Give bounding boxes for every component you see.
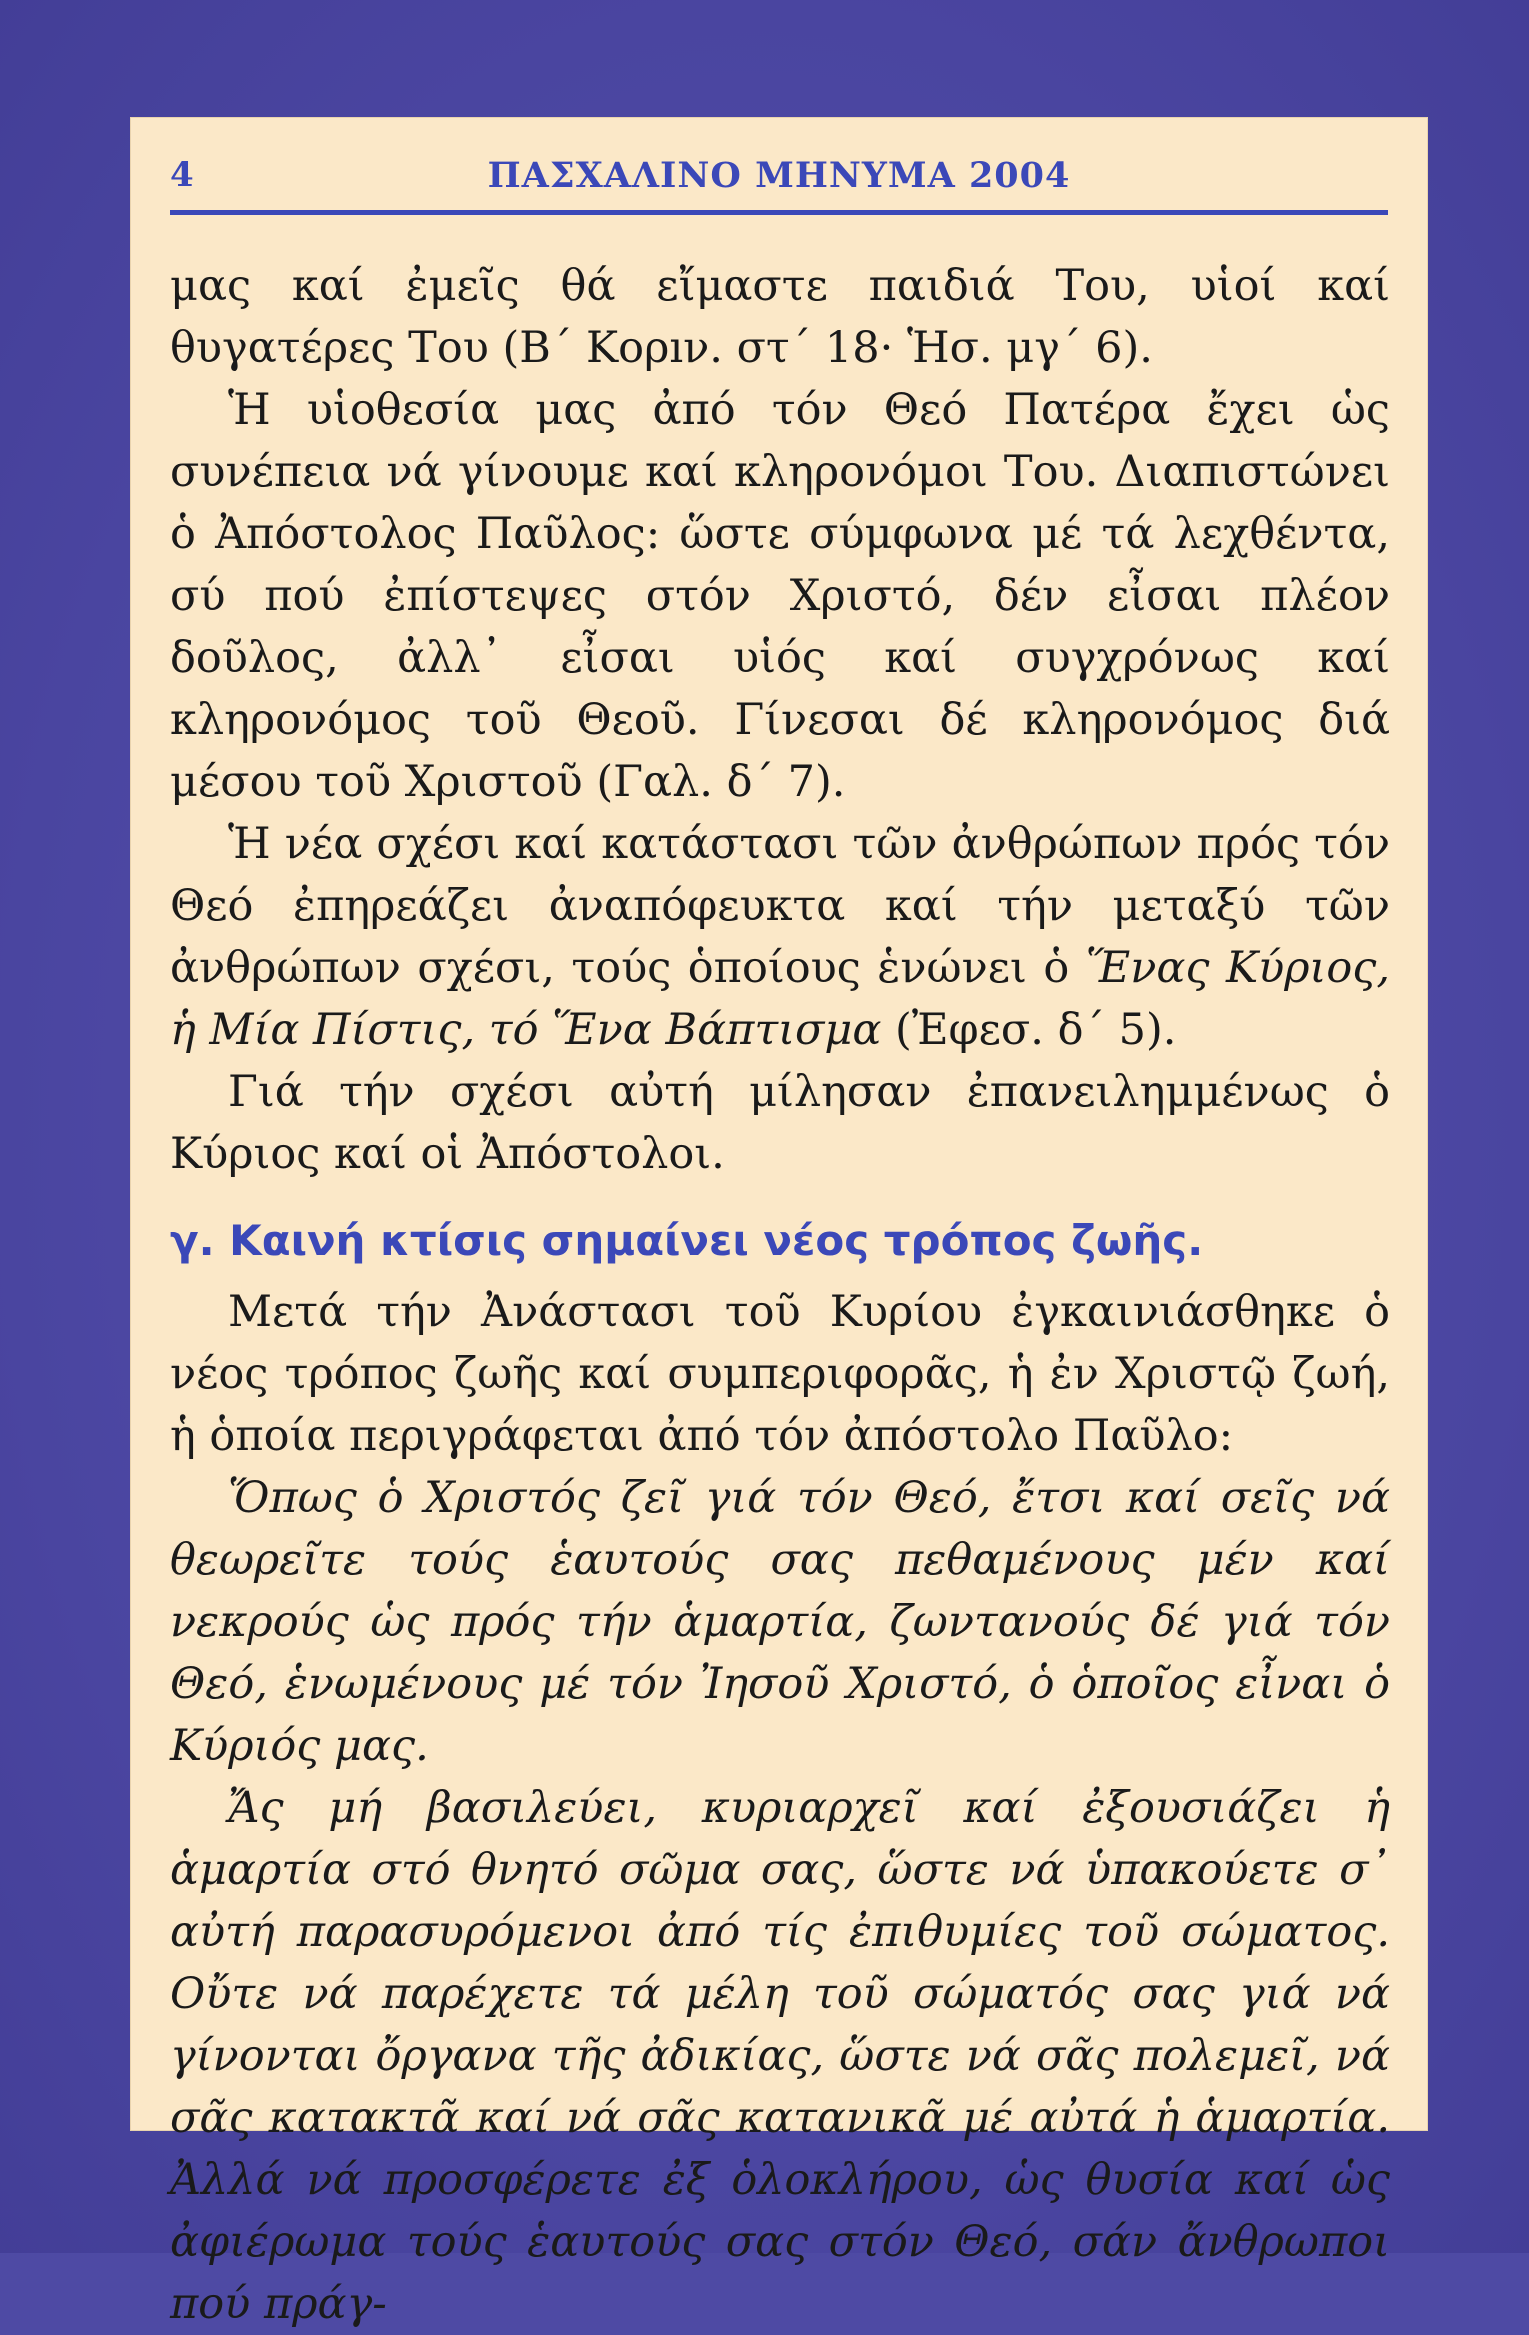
paragraph-4: Γιά τήν σχέσι αὐτή μίλησαν ἐπανειλημμένως ὁ Κύριος καί οἱ Ἀπόστολοι. xyxy=(170,1067,1390,1179)
book-page xyxy=(130,117,1428,2329)
paragraph-2: Ἡ υἱοθεσία μας ἀπό τόν Θεό Πατέρα ἔχει ὡς συνέπεια νά γίνουμε καί κληρονόμοι Του. Διαπιστώνει ὁ Ἀπόστολος Παῦλος: ὥστε σύμφωνα μέ τά λεχθέντα, σύ πού ἐπίστεψες στόν Χριστό, δέν εἶσαι πλέον δοῦλος, ἀλλ᾽ εἶσαι υἱός καί συγχρόνως καί κληρονόμος τοῦ Θεοῦ. Γίνεσαι δέ κληρονόμος διά μέσου τοῦ Χριστοῦ (Γαλ. δ΄ 7). xyxy=(170,385,1390,807)
paragraph-7-quote: Ἄς μή βασιλεύει, κυριαρχεῖ καί ἐξουσιάζει ἡ ἁμαρτία στό θνητό σῶμα σας, ὥστε νά ὑπακούετε σ᾽ αὐτή παρασυρόμενοι ἀπό τίς ἐπιθυμίες τοῦ σώματος. Οὔτε νά παρέχετε τά μέλη τοῦ σώματός σας γιά νά γίνονται ὄργανα τῆς ἀδικίας, ὥστε νά σᾶς πολεμεῖ, νά σᾶς κατακτᾶ καί νά σᾶς κατανικᾶ μέ αὐτά ἡ ἁμαρτία. Ἀλλά νά προσφέρετε ἐξ ὁλοκλήρου, ὡς θυσία καί ὡς ἀφιέρωμα τούς ἑαυτούς σας στόν Θεό, σάν ἄνθρωποι πού πράγ- xyxy=(170,1783,1390,2329)
paragraph-5: Μετά τήν Ἀνάστασι τοῦ Κυρίου ἐγκαινιάσθηκε ὁ νέος τρόπος ζωῆς καί συμπεριφορᾶς, ἡ ἐν Χριστῷ ζωή, ἡ ὁποία περιγράφεται ἀπό τόν ἀπόστολο Παῦλο: xyxy=(170,1287,1390,1461)
running-title: ΠΑΣΧΑΛΙΝΟ ΜΗΝΥΜΑ 2004 xyxy=(487,155,1071,196)
page-body xyxy=(170,255,1390,2335)
page-number: 4 xyxy=(170,155,194,195)
paragraph-3-text-a: Ἡ νέα σχέσι καί κατάστασι τῶν ἀνθρώπων πρός τόν Θεό ἐπηρεάζει ἀναπόφευκτα καί τήν μεταξύ τῶν ἀνθρώπων σχέσι, τούς ὁποίους ἑνώνει ὁ xyxy=(170,819,1390,993)
paragraph-3 xyxy=(170,813,1390,1061)
paragraph-3-text-b: (Ἐφεσ. δ΄ 5). xyxy=(881,1005,1177,1055)
paragraph-3-italic: Ἕνας Κύριος, ἡ Μία Πίστις, τό Ἕνα Βάπτισμα xyxy=(170,943,1390,1055)
paragraph-6-quote: Ὅπως ὁ Χριστός ζεῖ γιά τόν Θεό, ἔτσι καί σεῖς νά θεωρεῖτε τούς ἑαυτούς σας πεθαμένους μέν καί νεκρούς ὡς πρός τήν ἁμαρτία, ζωντανούς δέ γιά τόν Θεό, ἑνωμένους μέ τόν Ἰησοῦ Χριστό, ὁ ὁποῖος εἶναι ὁ Κύριός μας. xyxy=(170,1473,1390,1771)
section-heading: γ. Καινή κτίσις σημαίνει νέος τρόπος ζωῆς. xyxy=(170,1216,1204,1265)
page-header xyxy=(170,147,1388,207)
paragraph-1: μας καί ἐμεῖς θά εἴμαστε παιδιά Του, υἱοί καί θυγατέρες Του (Β΄ Κορıν. στ΄ 18· Ἡσ. μγ΄ 6). xyxy=(170,261,1390,373)
header-rule xyxy=(170,210,1388,215)
